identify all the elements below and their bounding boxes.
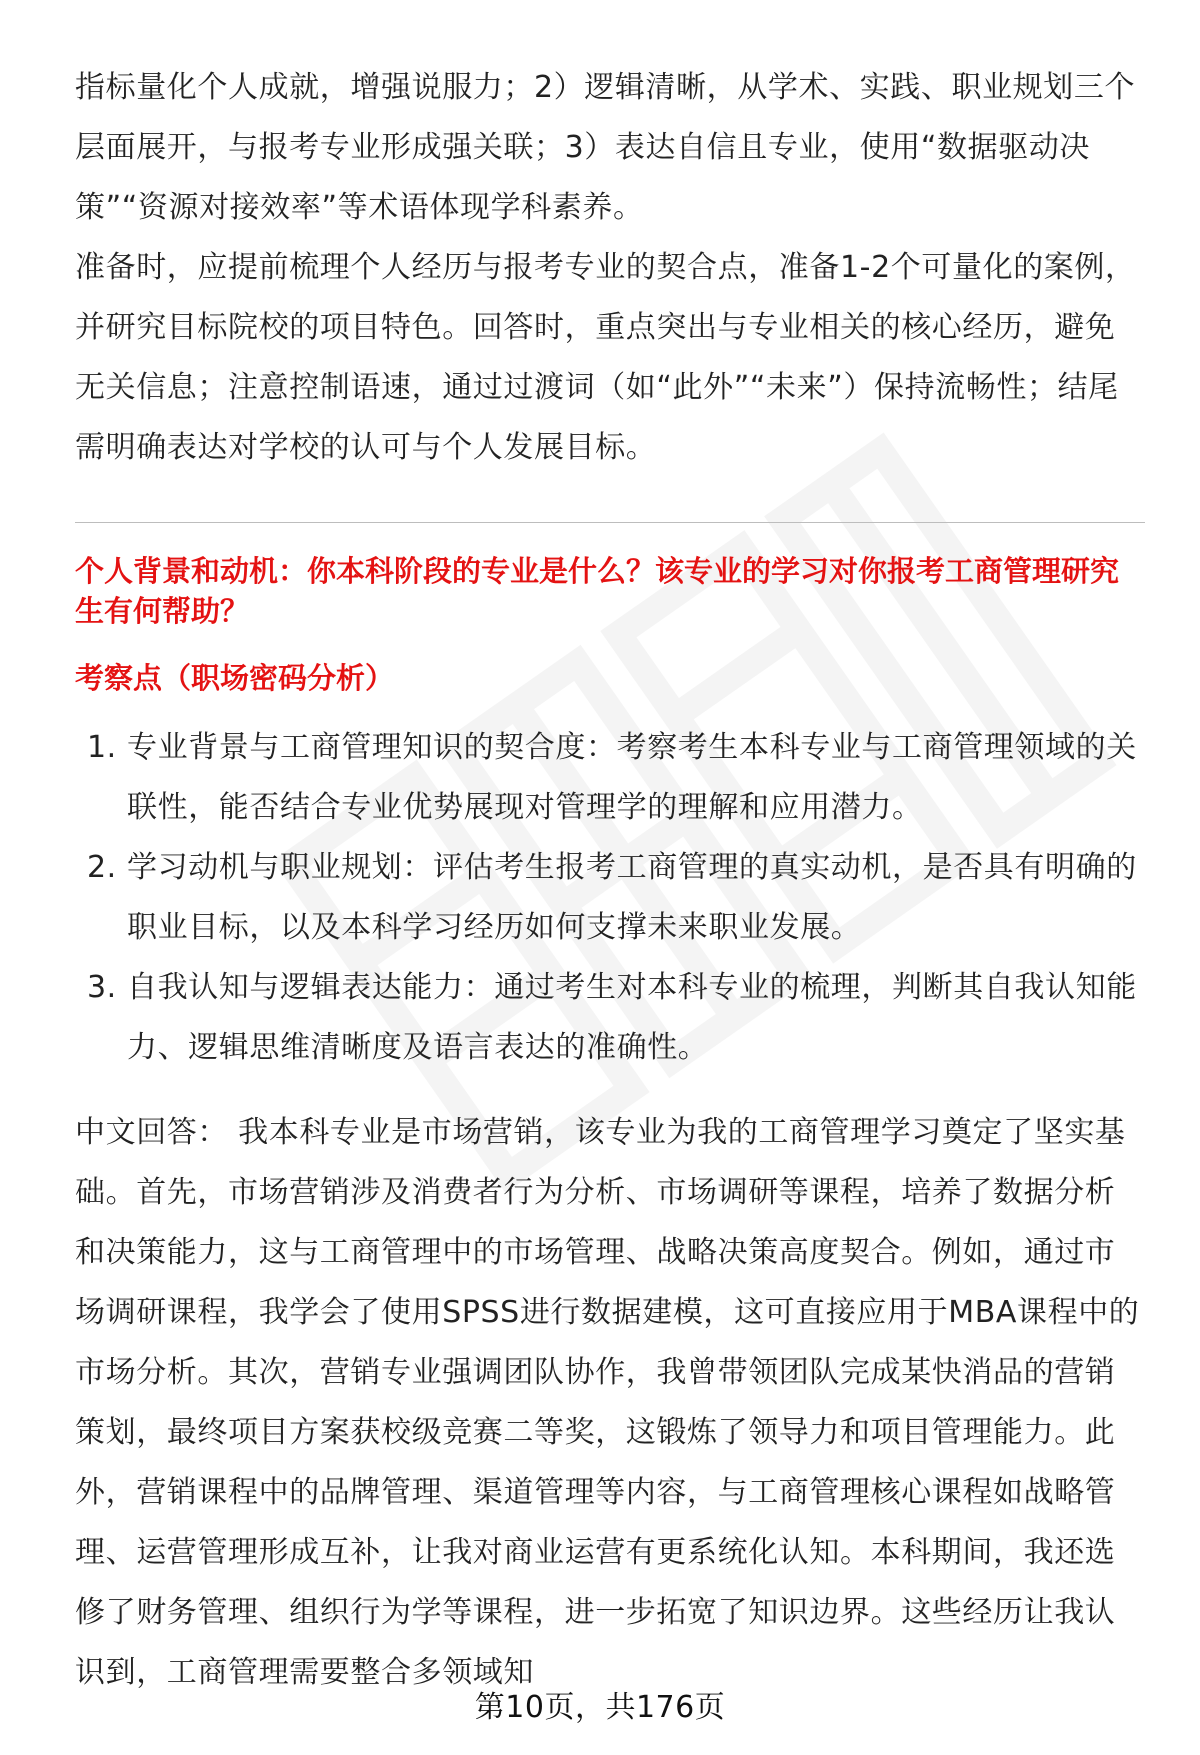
question-heading: 个人背景和动机：你本科阶段的专业是什么？该专业的学习对你报考工商管理研究生有何帮助？ — [75, 554, 1120, 628]
intro-paragraph-1: 指标量化个人成就，增强说服力；2）逻辑清晰，从学术、实践、职业规划三个层面展开，与报考专业形成强关联；3）表达自信且专业，使用“数据驱动决策”“资源对接效率”等术语体现学科素养。 — [75, 70, 1136, 225]
assessment-points-heading: 考察点（职场密码分析） — [75, 661, 395, 695]
list-item-text: 专业背景与工商管理知识的契合度：考察考生本科专业与工商管理领域的关联性，能否结合专业优势展现对管理学的理解和应用潜力。 — [127, 730, 1137, 825]
assessment-points-list — [75, 718, 1145, 1078]
answer-paragraph: 中文回答： 我本科专业是市场营销，该专业为我的工商管理学习奠定了坚实基础。首先，市场营销涉及消费者行为分析、市场调研等课程，培养了数据分析和决策能力，这与工商管理中的市场管理、战略决策高度契合。例如，通过市场调研课程，我学会了使用SPSS进行数据建模，这可直接应用于MBA课程中的市场分析。其次，营销专业强调团队协作，我曾带领团队完成某快消品的营销策划，最终项目方案获校级竞赛二等奖，这锻炼了领导力和项目管理能力。此外，营销课程中的品牌管理、渠道管理等内容，与工商管理核心课程如战略管理、运营管理形成互补，让我对商业运营有更系统化认知。本科期间，我还选修了财务管理、组织行为学等课程，进一步拓宽了知识边界。这些经历让我认识到，工商管理需要整合多领域知 — [75, 1115, 1140, 1690]
list-item-number: 1. — [87, 730, 117, 765]
list-item-number: 3. — [87, 970, 117, 1005]
page-content — [75, 58, 1145, 1703]
intro-paragraph-2: 准备时，应提前梳理个人经历与报考专业的契合点，准备1-2个可量化的案例，并研究目标院校的项目特色。回答时，重点突出与专业相关的核心经历，避免无关信息；注意控制语速，通过过渡词（如“此外”“未来”）保持流畅性；结尾需明确表达对学校的认可与个人发展目标。 — [75, 250, 1136, 465]
list-item — [75, 838, 1145, 958]
list-item — [75, 958, 1145, 1078]
list-item-text: 自我认知与逻辑表达能力：通过考生对本科专业的梳理，判断其自我认知能力、逻辑思维清晰度及语言表达的准确性。 — [127, 970, 1137, 1065]
page-number-footer: 第10页，共176页 — [474, 1690, 726, 1725]
list-item-number: 2. — [87, 850, 117, 885]
list-item — [75, 718, 1145, 838]
list-item-text: 学习动机与职业规划：评估考生报考工商管理的真实动机，是否具有明确的职业目标，以及本科学习经历如何支撑未来职业发展。 — [127, 850, 1137, 945]
